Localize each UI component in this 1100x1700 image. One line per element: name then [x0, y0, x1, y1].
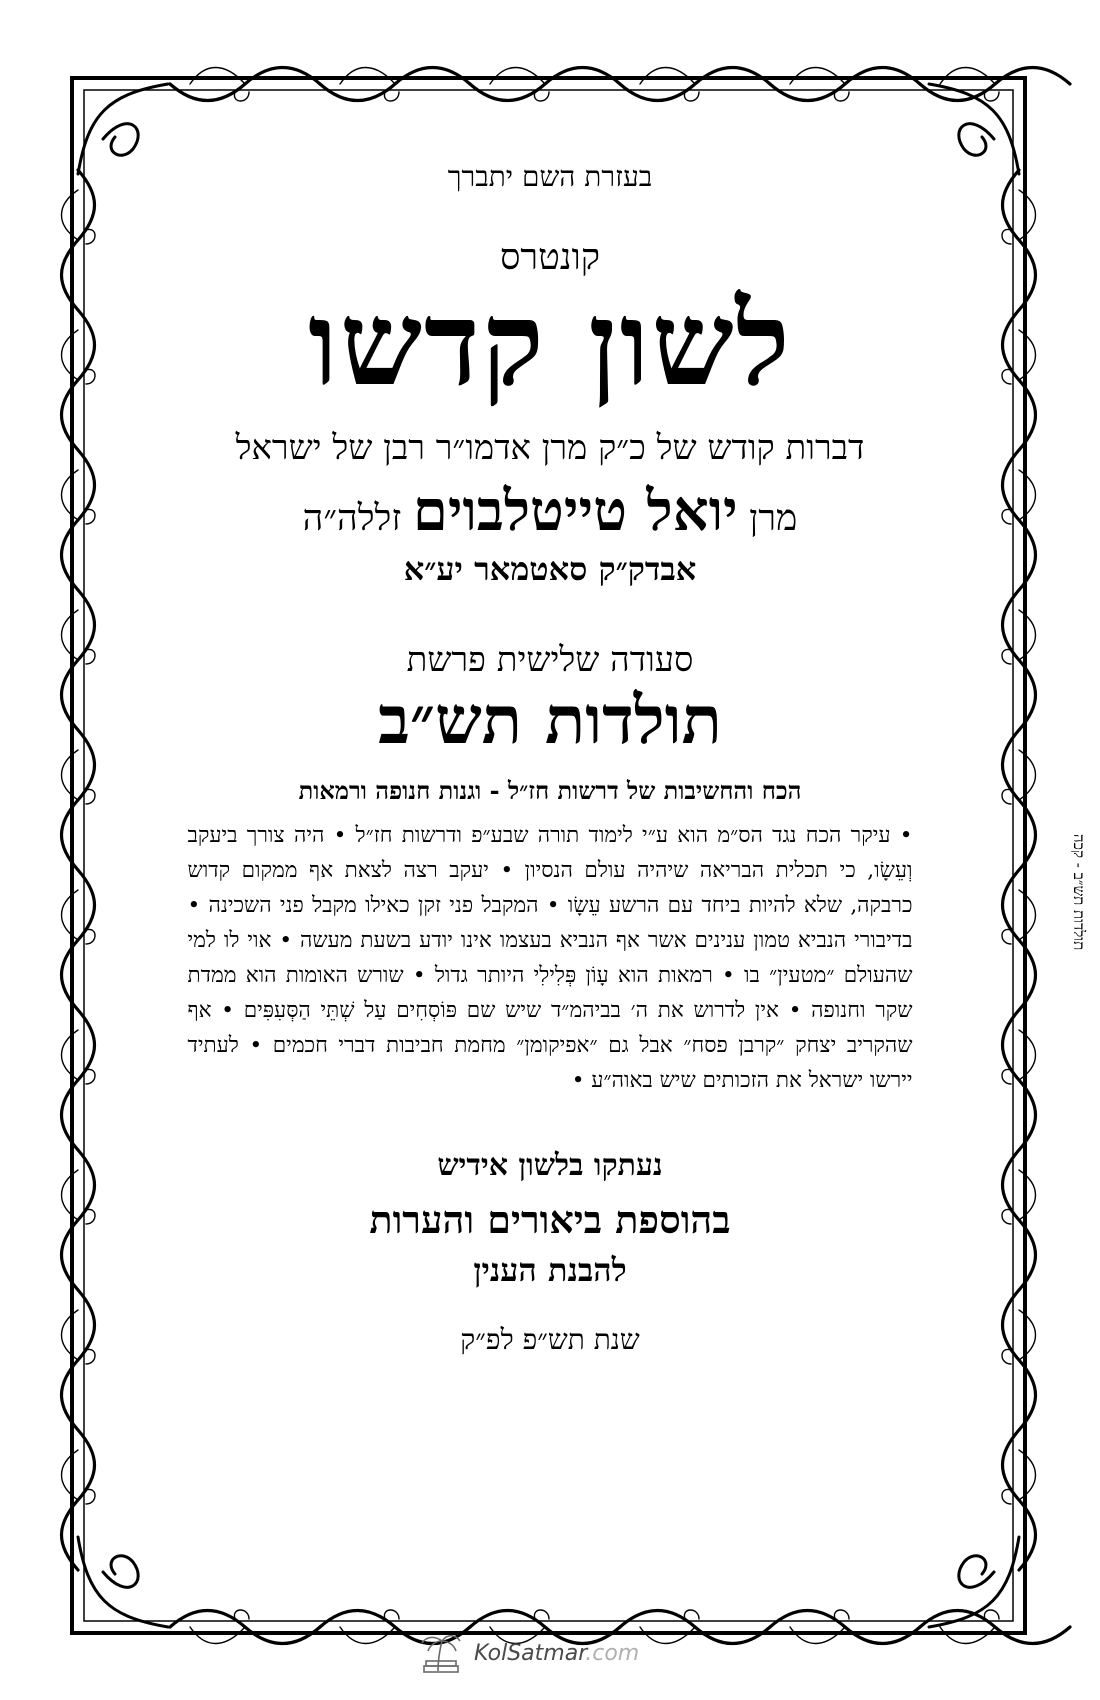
frame-flourish — [86, 929, 95, 944]
frame-flourish — [684, 1610, 699, 1619]
frame-flourish — [340, 1627, 395, 1644]
frame-flourish — [1002, 1489, 1011, 1504]
palm-tree-books-icon — [418, 1631, 464, 1675]
author-suffix: זללה״ה — [302, 497, 402, 539]
frame-flourish — [62, 890, 79, 940]
frame-flourish — [62, 470, 79, 520]
frame-flourish — [534, 92, 549, 101]
frame-flourish — [1019, 330, 1036, 380]
frame-flourish — [1002, 1209, 1011, 1224]
frame-flourish — [1019, 190, 1036, 240]
site-logo[interactable] — [418, 1628, 678, 1678]
frame-flourish — [640, 68, 695, 85]
frame-flourish — [940, 1627, 995, 1644]
frame-flourish — [1002, 509, 1011, 524]
blessing-heading: בעזרת השם יתברך — [447, 160, 653, 193]
frame-flourish — [86, 1349, 95, 1364]
frame-flourish — [1002, 1349, 1011, 1364]
frame-flourish — [534, 1610, 549, 1619]
frame-flourish — [86, 649, 95, 664]
frame-flourish — [1019, 1450, 1036, 1500]
frame-flourish — [1019, 610, 1036, 660]
frame-flourish — [684, 92, 699, 101]
frame-flourish — [1002, 1069, 1011, 1084]
summary-paragraph: • עיקר הכח נגד הס״מ הוא ע״י לימוד תורה שבע״פ ודרשות חז״ל • היה צורך ביעקב וְעֵשָׂו, כי תכלית הבריאה שיהיה עולם הנסיון • יעקב רצה לצאת אף ממקום קדוש כרבקה, שלא להיות ביחד עם הרשע עֵשָׂו • המקבל פני זקן כאילו מקבל פני השכינה • בדיבורי הנביא טמון ענינים אשר אף הנביא בעצמו אינו יודע בשעת מעשה • אוי לו למי שהעולם ״מטעין״ בו • רמאות הוא עָוֹן פְּלִילִי היותר גדול • שורש האומות הוא ממדת שקר וחנופה • אין לדרוש את ה׳ בביהמ״ד שיש שם פּוֹסְחִים עַל שְׁתֵּי הַסְּעִפִּים • אף שהקריב יצחק ״קרבן פסח״ אבל גם ״אפיקומן״ מחמת חביבות דברי חכמים • לעתיד יירשו ישראל את הזכותים שיש באוה״ע • — [187, 823, 913, 1094]
logo-brand-tld: .com — [585, 1640, 640, 1666]
topic-heading: הכח והחשיבות של דרשות חז״ל - וגנות חנופה ורמאות — [298, 776, 802, 806]
frame-flourish — [190, 68, 245, 85]
frame-flourish — [940, 68, 995, 85]
frame-flourish — [1002, 369, 1011, 384]
frame-flourish — [62, 330, 79, 380]
frame-flourish — [62, 1170, 79, 1220]
frame-flourish — [190, 1627, 245, 1644]
main-title: לשון קדשו — [308, 276, 792, 412]
frame-flourish — [1019, 750, 1036, 800]
frame-flourish — [790, 68, 845, 85]
subtitle: דברות קודש של כ״ק מרן אדמו״ר רבן של ישראל — [235, 427, 865, 468]
frame-flourish — [790, 1627, 845, 1644]
frame-flourish — [62, 750, 79, 800]
author-line — [175, 478, 925, 544]
frame-flourish — [384, 1610, 399, 1619]
side-page-note: תולדות תש״ב - קכה — [1070, 833, 1088, 950]
parsha-title: תולדות תש״ב — [378, 680, 722, 759]
frame-flourish — [340, 68, 395, 85]
frame-flourish — [1002, 649, 1011, 664]
frame-flourish — [1019, 1030, 1036, 1080]
frame-flourish — [86, 1069, 95, 1084]
frame-flourish — [984, 92, 999, 101]
author-prefix: מרן — [749, 497, 798, 539]
understanding-note: להבנת הענין — [473, 1251, 627, 1290]
frame-flourish — [86, 369, 95, 384]
frame-flourish — [1002, 929, 1011, 944]
frame-flourish — [1002, 229, 1011, 244]
frame-flourish — [984, 1610, 999, 1619]
frame-flourish — [62, 190, 79, 240]
frame-flourish — [234, 92, 249, 101]
frame-flourish — [1019, 890, 1036, 940]
seuda-label: סעודה שלישית פרשת — [406, 639, 694, 680]
frame-flourish — [62, 1310, 79, 1360]
frame-flourish — [384, 92, 399, 101]
frame-flourish — [86, 1489, 95, 1504]
corner-ornament — [78, 1537, 168, 1627]
frame-flourish — [834, 92, 849, 101]
frame-flourish — [62, 1450, 79, 1500]
frame-flourish — [86, 229, 95, 244]
frame-flourish — [1002, 789, 1011, 804]
addition-note: בהוספת ביאורים והערות — [369, 1197, 731, 1243]
frame-flourish — [86, 1209, 95, 1224]
frame-flourish — [490, 68, 545, 85]
frame-flourish — [1019, 1310, 1036, 1360]
translation-note: נעתקו בלשון אידיש — [437, 1148, 663, 1184]
frame-flourish — [86, 789, 95, 804]
frame-flourish — [1019, 470, 1036, 520]
author-position: אבדק״ק סאטמאר יע״א — [403, 549, 697, 588]
frame-flourish — [834, 1610, 849, 1619]
frame-flourish — [62, 1030, 79, 1080]
frame-flourish — [86, 509, 95, 524]
corner-ornament — [78, 84, 168, 174]
kuntres-label: קונטרס — [499, 237, 601, 278]
frame-flourish — [234, 1610, 249, 1619]
publication-year: שנת תש״פ לפ״ק — [460, 1323, 640, 1357]
frame-flourish — [1019, 1170, 1036, 1220]
title-page-content — [175, 140, 925, 1357]
author-name: יואל טייטלבוים — [412, 477, 738, 544]
frame-flourish — [62, 610, 79, 660]
logo-brand-main: KolSatmar — [474, 1640, 586, 1666]
